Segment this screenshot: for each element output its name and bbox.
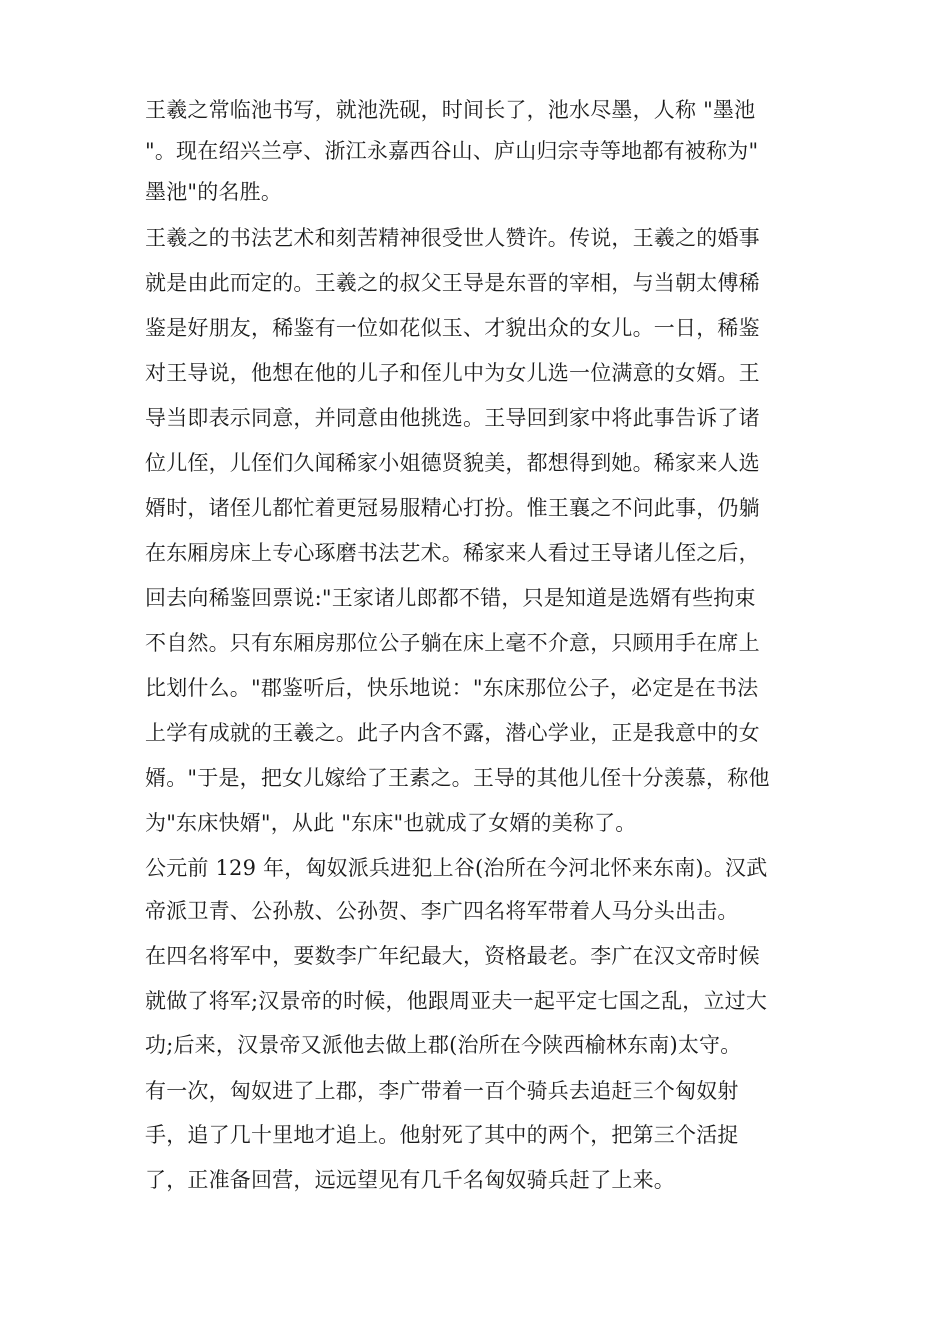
- text-line: 王羲之的书法艺术和刻苦精神很受世人赞许。传说，王羲之的婚事: [145, 226, 760, 250]
- text-line: 墨池"的名胜。: [145, 180, 283, 204]
- text-line: 不自然。只有东厢房那位公子躺在床上毫不介意，只顾用手在席上: [145, 631, 760, 655]
- text-line: 婿时，诸侄儿都忙着更冠易服精心打扮。惟王襄之不问此事，仍躺: [145, 496, 760, 520]
- text-line: 比划什么。"郡鉴听后，快乐地说："东床那位公子，必定是在书法: [145, 676, 759, 700]
- text-line: 帝派卫青、公孙敖、公孙贺、李广四名将军带着人马分头出击。: [145, 899, 739, 923]
- text-line: 手，追了几十里地才追上。他射死了其中的两个，把第三个活捉: [145, 1123, 739, 1147]
- text-line: 功;后来，汉景帝又派他去做上郡(治所在今陕西榆林东南)太守。: [145, 1033, 742, 1057]
- text-line: 了，正准备回营，远远望见有几千名匈奴骑兵赶了上来。: [145, 1168, 675, 1192]
- text-line: 在四名将军中，要数李广年纪最大，资格最老。李广在汉文帝时候: [145, 944, 760, 968]
- text-line: "。现在绍兴兰亭、浙江永嘉西谷山、庐山归宗寺等地都有被称为": [145, 139, 759, 163]
- text-line: 婿。"于是，把女儿嫁给了王素之。王导的其他儿侄十分羡慕，称他: [145, 766, 770, 790]
- text-line: 在东厢房床上专心琢磨书法艺术。稀家来人看过王导诸儿侄之后，: [145, 541, 760, 565]
- text-line: 上学有成就的王羲之。此子内含不露，潜心学业，正是我意中的女: [145, 721, 760, 745]
- text-line: 就是由此而定的。王羲之的叔父王导是东晋的宰相，与当朝太傅稀: [145, 271, 760, 295]
- text-line: 为"东床快婿"，从此 "东床"也就成了女婿的美称了。: [145, 811, 637, 835]
- text-line: 回去向稀鉴回票说:"王家诸儿郎都不错，只是知道是选婿有些拘束: [145, 586, 756, 610]
- text-line: 位儿侄，儿侄们久闻稀家小姐德贤貌美，都想得到她。稀家来人选: [145, 451, 760, 475]
- text-line: 王羲之常临池书写，就池洗砚，时间长了，池水尽墨，人称 "墨池: [145, 98, 756, 122]
- text-line: 对王导说，他想在他的儿子和侄儿中为女儿选一位满意的女婿。王: [145, 361, 760, 385]
- text-line: 有一次，匈奴进了上郡，李广带着一百个骑兵去追赶三个匈奴射: [145, 1079, 739, 1103]
- text-line: 导当即表示同意，并同意由他挑选。王导回到家中将此事告诉了诸: [145, 406, 760, 430]
- text-line: 公元前 129 年，匈奴派兵进犯上谷(治所在今河北怀来东南)。汉武: [145, 856, 768, 880]
- text-line: 鉴是好朋友，稀鉴有一位如花似玉、才貌出众的女儿。一日，稀鉴: [145, 316, 760, 340]
- text-line: 就做了将军;汉景帝的时候，他跟周亚夫一起平定七国之乱，立过大: [145, 989, 768, 1013]
